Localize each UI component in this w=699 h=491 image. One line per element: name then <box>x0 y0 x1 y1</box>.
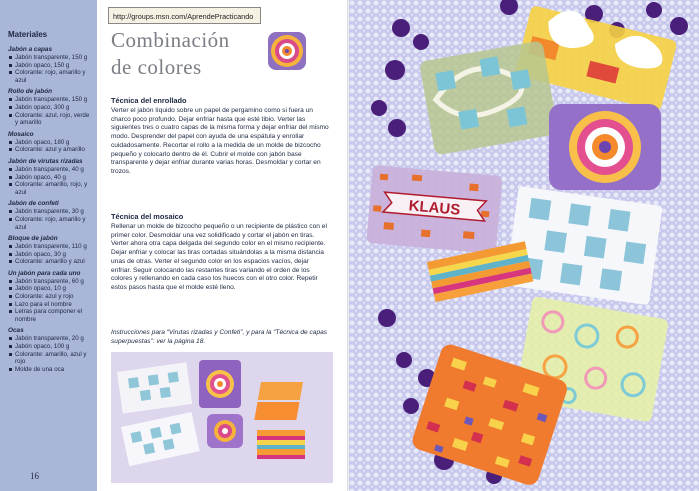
materials-sidebar <box>0 0 97 491</box>
materials-item: Colorante: amarillo, azul y rojo <box>8 351 94 366</box>
swirl-soap-icon <box>267 30 307 72</box>
source-url: http://groups.msn.com/AprendePracticando <box>108 7 261 24</box>
materials-header: Materiales <box>8 30 48 39</box>
materials-item: Jabón opaco, 300 g <box>8 104 94 112</box>
section-rolled-body: Verter el jabón líquido sobre un papel de pergamino como si fuera un charco poco profundo. Dejar enfriar hasta que esté tibio. Verter las siguientes tres o cuatro capas de la misma forma y dejar enfriar del mismo modo. Desprender del papel con ayuda de una espátula y enrollar cuidadosamente. Recortar el rollo a la medida de un molde de bizcocho pequeño y colocarlo dentro de él. Cubrir el molde con jabón base transparente y dejar enfriar durante varias horas. Desmoldar y cortar en trozos. <box>111 107 329 175</box>
materials-item: Letras para componer el nombre <box>8 308 94 323</box>
materials-item: Jabón opaco, 180 g <box>8 139 94 147</box>
soap-photo-art <box>349 0 699 491</box>
materials-item: Molde de una oca <box>8 366 94 374</box>
instructions-note: Instrucciones para “Virutas rizadas y Confeti”, y para la “Técnica de capas superpuestas”: ver la página 18. <box>111 329 328 345</box>
section-rolled-title: Técnica del enrollado <box>111 96 187 105</box>
materials-item: Jabón transparente, 150 g <box>8 96 94 104</box>
materials-item: Jabón transparente, 30 g <box>8 208 94 216</box>
materials-section-title: Un jabón para cada uno <box>8 269 81 277</box>
materials-item: Colorante: rojo, amarillo y azul <box>8 69 94 84</box>
materials-list <box>8 42 94 373</box>
page-number: 16 <box>30 471 39 481</box>
materials-section-title: Ocas <box>8 327 24 335</box>
materials-item: Lazo para el nombre <box>8 301 94 309</box>
soap-samples-photo <box>111 352 333 483</box>
materials-item: Jabón transparente, 150 g <box>8 54 94 62</box>
materials-item: Colorante: amarillo y azul <box>8 258 94 266</box>
materials-item: Colorante: azul, rojo, verde y amarillo <box>8 112 94 127</box>
materials-item: Jabón transparente, 40 g <box>8 166 94 174</box>
materials-item: Jabón opaco, 30 g <box>8 251 94 259</box>
title-line-1: Combinación <box>111 28 230 52</box>
materials-section-title: Jabón a capas <box>8 46 53 53</box>
materials-item: Jabón opaco, 100 g <box>8 343 94 351</box>
materials-section-title: Jabón de virutas rizadas <box>8 157 83 165</box>
materials-section-title: Bloque de jabón <box>8 235 58 243</box>
materials-section-title: Mosaico <box>8 130 34 138</box>
materials-item: Jabón transparente, 60 g <box>8 278 94 286</box>
name-soap-text: KLAUS <box>408 197 461 219</box>
materials-item: Jabón opaco, 40 g <box>8 174 94 182</box>
materials-item: Jabón transparente, 20 g <box>8 335 94 343</box>
materials-item: Jabón opaco, 150 g <box>8 62 94 70</box>
title-line-2: de colores <box>111 55 202 79</box>
page-title <box>111 27 281 81</box>
materials-item: Jabón opaco, 10 g <box>8 285 94 293</box>
materials-section-title: Rollo de jabón <box>8 88 53 96</box>
materials-item: Colorante: rojo, amarillo y azul <box>8 216 94 231</box>
materials-item: Colorante: amarillo, rojo, y azul <box>8 181 94 196</box>
section-mosaic-title: Técnica del mosaico <box>111 212 184 221</box>
section-mosaic-body: Rellenar un molde de bizcocho pequeño o un recipiente de plástico con el primer color. Desmoldar una vez solidificado y cortar el jabón en tiras. Verter ahora otra capa delgada del segundo color en el mismo recipiente. Dejar enfriar y colocar las tiras cortadas situándolas a la misma distancia unas de otras. Verter el segundo color en los espacios vacíos, dejar enfriar. Seguir colocando las restantes tiras variando el orden de los colores y rellenando en cada caso los huecos con el otro color. Repetir estos pasos hasta que el molde esté lleno. <box>111 223 327 291</box>
materials-item: Colorante: azul y rojo <box>8 293 94 301</box>
soap-collection-photo <box>349 0 699 491</box>
instructions-column <box>97 0 349 491</box>
materials-section-title: Jabón de confeti <box>8 200 59 208</box>
materials-item: Jabón transparente, 110 g <box>8 243 94 251</box>
materials-item: Colorante: azul y amarillo <box>8 146 94 154</box>
